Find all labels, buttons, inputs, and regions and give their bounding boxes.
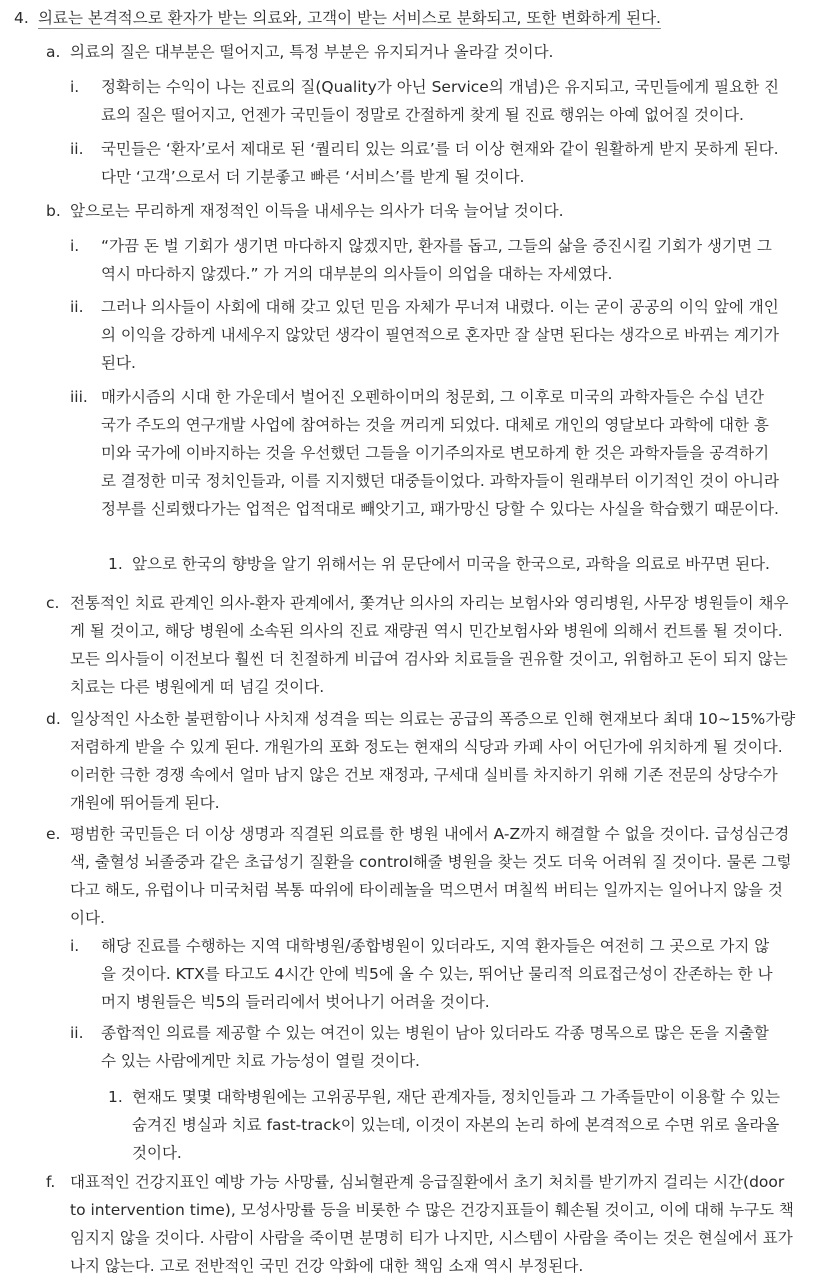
list-item-text: 대표적인 건강지표인 예방 가능 사망률, 심뇌혈관계 응급질환에서 초기 처치를 받기까지 걸리는 시간(door to intervention time), 모성사망률 등을 비롯한 수 많은 건강지표들이 훼손될 것이고, 이에 대해 누구도 책임지지 않을 것이다. 사람이 사람을 죽이면 분명히 티가 나지만, 시스템이 사람을 죽이는 것은 현실에서 표가 나지 않는다. 고로 전반적인 국민 건강 악화에 대한 책임 소재 역시 부정된다. bbox=[70, 1173, 794, 1275]
section-heading-text: 의료는 본격적으로 환자가 받는 의료와, 고객이 받는 서비스로 분화되고, 또한 변화하게 된다. bbox=[38, 9, 661, 27]
list-item-e bbox=[46, 820, 796, 932]
list-item-b-iii-1 bbox=[108, 550, 788, 578]
list-marker: c. bbox=[46, 594, 60, 612]
list-marker: e. bbox=[46, 825, 61, 843]
list-marker: ii. bbox=[70, 1024, 84, 1042]
list-marker: iii. bbox=[70, 388, 88, 406]
list-item-text: 해당 진료를 수행하는 지역 대학병원/종합병원이 있더라도, 지역 환자들은 여전히 그 곳으로 가지 않을 것이다. KTX를 타고도 4시간 안에 빅5에 올 수 있는, 뛰어난 물리적 의료접근성이 잔존하는 한 나머지 병원들은 빅5의 들러리에서 벗어나기 어려울 것이다. bbox=[101, 937, 773, 1011]
list-item-text: 앞으로 한국의 향방을 알기 위해서는 위 문단에서 미국을 한국으로, 과학을 의료로 바꾸면 된다. bbox=[132, 555, 770, 573]
list-item-b-ii bbox=[70, 293, 780, 377]
list-item-c bbox=[46, 589, 796, 701]
list-marker: a. bbox=[46, 43, 61, 61]
list-item-text: 현재도 몇몇 대학병원에는 고위공무원, 재단 관계자들, 정치인들과 그 가족들만이 이용할 수 있는 숨겨진 병실과 치료 fast-track이 있는데, 이것이 자본의 논리 하에 본격적으로 수면 위로 올라올 것이다. bbox=[132, 1088, 781, 1162]
list-marker: i. bbox=[70, 78, 80, 96]
list-marker: d. bbox=[46, 710, 61, 728]
list-item-b bbox=[46, 197, 796, 225]
list-item-text: 전통적인 치료 관계인 의사-환자 관계에서, 쫓겨난 의사의 자리는 보험사와 영리병원, 사무장 병원들이 채우게 될 것이고, 해당 병원에 소속된 의사의 진료 재량권 역시 민간보험사와 병원에 의해서 컨트롤 될 것이다. 모든 의사들이 이전보다 훨씬 더 친절하게 비급여 검사와 치료들을 권유할 것이고, 위험하고 돈이 되지 않는 치료는 다른 병원에게 떠 넘길 것이다. bbox=[70, 594, 789, 696]
list-marker: b. bbox=[46, 202, 61, 220]
list-marker: i. bbox=[70, 937, 80, 955]
list-item-text: 국민들은 ‘환자’로서 제대로 된 ‘퀄리티 있는 의료’를 더 이상 현재와 같이 원활하게 받지 못하게 된다. 다만 ‘고객’으로서 더 기분좋고 빠른 ‘서비스’를 받게 될 것이다. bbox=[101, 140, 779, 186]
section-heading bbox=[14, 4, 794, 32]
list-marker: i. bbox=[70, 237, 80, 255]
list-item-b-i bbox=[70, 232, 780, 288]
list-item-text: 일상적인 사소한 불편함이나 사치재 성격을 띄는 의료는 공급의 폭증으로 인해 현재보다 최대 10~15%가량 저렴하게 받을 수 있게 된다. 개원가의 포화 정도는 현재의 식당과 카페 사이 어딘가에 위치하게 될 것이다. 이러한 극한 경쟁 속에서 얼마 남지 않은 건보 재정과, 구세대 실비를 차지하기 위해 기존 전문의 상당수가 개원에 뛰어들게 된다. bbox=[70, 710, 796, 812]
list-item-e-ii bbox=[70, 1019, 780, 1075]
list-item-text: 종합적인 의료를 제공할 수 있는 여건이 있는 병원이 남아 있더라도 각종 명목으로 많은 돈을 지출할 수 있는 사람에게만 치료 가능성이 열릴 것이다. bbox=[101, 1024, 769, 1070]
list-marker: 1. bbox=[108, 555, 123, 573]
list-item-text: “가끔 돈 벌 기회가 생기면 마다하지 않겠지만, 환자를 돕고, 그들의 삶을 증진시킬 기회가 생기면 그 역시 마다하지 않겠다.” 가 거의 대부분의 의사들이 의업을 대하는 자세였다. bbox=[101, 237, 772, 283]
list-item-text: 앞으로는 무리하게 재정적인 이득을 내세우는 의사가 더욱 늘어날 것이다. bbox=[70, 202, 564, 220]
list-item-a bbox=[46, 38, 796, 66]
list-item-text: 그러나 의사들이 사회에 대해 갖고 있던 믿음 자체가 무너져 내렸다. 이는 굳이 공공의 이익 앞에 개인의 이익을 강하게 내세우지 않았던 생각이 필연적으로 혼자만 잘 살면 된다는 생각으로 바뀌는 계기가 된다. bbox=[101, 298, 779, 372]
list-item-text: 매카시즘의 시대 한 가운데서 벌어진 오펜하이머의 청문회, 그 이후로 미국의 과학자들은 수십 년간 국가 주도의 연구개발 사업에 참여하는 것을 꺼리게 되었다. 대체로 개인의 영달보다 과학에 대한 흥미와 국가에 이바지하는 것을 우선했던 그들을 이기주의자로 변모하게 한 것은 과학자들을 공격하기로 결정한 미국 정치인들과, 이를 지지했던 대중들이었다. 과학자들이 원래부터 이기적인 것이 아니라 정부를 신뢰했다가는 업적은 업적대로 빼앗기고, 패가망신 당할 수 있다는 사실을 학습했기 때문이다. bbox=[101, 388, 779, 518]
list-item-text: 평범한 국민들은 더 이상 생명과 직결된 의료를 한 병원 내에서 A-Z까지 해결할 수 없을 것이다. 급성심근경색, 출혈성 뇌졸중과 같은 초급성기 질환을 control해줄 병원을 찾는 것도 더욱 어려워 질 것이다. 물론 그렇다고 해도, 유럽이나 미국처럼 복통 따위에 타이레놀을 먹으면서 며칠씩 버티는 일까지는 일어나지 않을 것이다. bbox=[70, 825, 792, 927]
list-marker: 1. bbox=[108, 1088, 123, 1106]
list-item-text: 의료의 질은 대부분은 떨어지고, 특정 부분은 유지되거나 올라갈 것이다. bbox=[70, 43, 554, 61]
list-marker: ii. bbox=[70, 140, 84, 158]
list-item-d bbox=[46, 705, 796, 817]
list-marker: ii. bbox=[70, 298, 84, 316]
list-item-text: 정확히는 수익이 나는 진료의 질(Quality가 아닌 Service의 개념)은 유지되고, 국민들에게 필요한 진료의 질은 떨어지고, 언젠가 국민들이 정말로 간절하게 찾게 될 진료 행위는 아예 없어질 것이다. bbox=[101, 78, 779, 124]
list-marker: f. bbox=[46, 1173, 56, 1191]
list-item-b-iii bbox=[70, 383, 780, 523]
list-item-e-ii-1 bbox=[108, 1083, 788, 1167]
list-item-f bbox=[46, 1168, 796, 1280]
list-item-a-i bbox=[70, 73, 780, 129]
list-item-a-ii bbox=[70, 135, 780, 191]
section-marker: 4. bbox=[14, 9, 29, 27]
list-item-e-i bbox=[70, 932, 780, 1016]
